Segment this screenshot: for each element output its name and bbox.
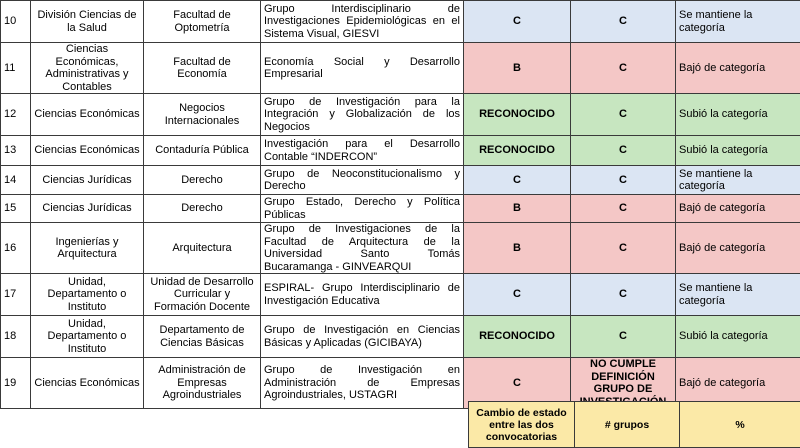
summary-percent-header: % [680,402,800,448]
program-cell: Unidad de Desarrollo Curricular y Formación Docente [144,274,261,316]
table-row [1,195,800,223]
row-number: 16 [1,223,31,274]
row-number: 14 [1,166,31,195]
status-cell: Bajó de categoría [676,43,800,94]
row-number: 17 [1,274,31,316]
table-row [1,1,800,43]
row-number: 10 [1,1,31,43]
table-row [1,316,800,358]
current-category-cell: C [571,43,676,94]
faculty-cell: Ciencias Económicas, Administrativas y Contables [31,43,144,94]
faculty-cell: Ingenierías y Arquitectura [31,223,144,274]
table-row [1,166,800,195]
status-cell: Subió la categoría [676,316,800,358]
previous-category-cell: C [464,274,571,316]
program-cell: Facultad de Economía [144,43,261,94]
current-category-cell: C [571,223,676,274]
previous-category-cell: C [464,358,571,409]
previous-category-cell: C [464,166,571,195]
faculty-cell: Ciencias Económicas [31,358,144,409]
faculty-cell: Ciencias Jurídicas [31,195,144,223]
program-cell: Contaduría Pública [144,136,261,166]
summary-status-change-header: Cambio de estado entre las dos convocatorias [469,402,575,448]
table-row [1,94,800,136]
previous-category-cell: RECONOCIDO [464,94,571,136]
row-number: 11 [1,43,31,94]
previous-category-cell: B [464,223,571,274]
row-number: 12 [1,94,31,136]
previous-category-cell: B [464,195,571,223]
faculty-cell: Ciencias Económicas [31,94,144,136]
current-category-cell: C [571,195,676,223]
previous-category-cell: B [464,43,571,94]
status-cell: Bajó de categoría [676,358,800,409]
summary-header-row [469,402,800,448]
current-category-cell: C [571,94,676,136]
previous-category-cell: RECONOCIDO [464,316,571,358]
program-cell: Derecho [144,195,261,223]
group-name-cell: Grupo Interdisciplinario de Investigaciones Epidemiológicas en el Sistema Visual, GIESVI [261,1,464,43]
previous-category-cell: RECONOCIDO [464,136,571,166]
faculty-cell: Unidad, Departamento o Instituto [31,316,144,358]
status-cell: Bajó de categoría [676,223,800,274]
status-cell: Bajó de categoría [676,195,800,223]
faculty-cell: Ciencias Jurídicas [31,166,144,195]
group-name-cell: Economía Social y Desarrollo Empresarial [261,43,464,94]
group-name-cell: Grupo de Investigación en Ciencias Básicas y Aplicadas (GICIBAYA) [261,316,464,358]
group-name-cell: Grupo de Investigaciones de la Facultad de Arquitectura de la Universidad Santo Tomás Bucaramanga - GINVEARQUI [261,223,464,274]
row-number: 18 [1,316,31,358]
current-category-cell: C [571,274,676,316]
summary-group-count-header: # grupos [575,402,680,448]
group-name-cell: Grupo de Investigación para la Integración y Globalización de los Negocios [261,94,464,136]
row-number: 15 [1,195,31,223]
status-cell: Se mantiene la categoría [676,166,800,195]
program-cell: Derecho [144,166,261,195]
group-name-cell: Investigación para el Desarrollo Contable “INDERCON” [261,136,464,166]
program-cell: Administración de Empresas Agroindustriales [144,358,261,409]
faculty-cell: División Ciencias de la Salud [31,1,144,43]
group-name-cell: Grupo de Neoconstitucionalismo y Derecho [261,166,464,195]
table-row [1,43,800,94]
table-row [1,274,800,316]
program-cell: Facultad de Optometría [144,1,261,43]
row-number: 13 [1,136,31,166]
status-cell: Se mantiene la categoría [676,1,800,43]
current-category-cell: NO CUMPLE DEFINICIÓN GRUPO DE [571,358,676,409]
status-cell: Subió la categoría [676,136,800,166]
previous-category-cell: C [464,1,571,43]
program-cell: Negocios Internacionales [144,94,261,136]
table-row [1,136,800,166]
current-category-cell: C [571,316,676,358]
current-category-cell: C [571,136,676,166]
faculty-cell: Ciencias Económicas [31,136,144,166]
group-name-cell: ESPIRAL- Grupo Interdisciplinario de Investigación Educativa [261,274,464,316]
summary-table [468,401,800,448]
program-cell: Departamento de Ciencias Básicas [144,316,261,358]
current-category-cell: C [571,1,676,43]
status-cell: Subió la categoría [676,94,800,136]
current-category-cell: C [571,166,676,195]
table-row [1,223,800,274]
row-number: 19 [1,358,31,409]
status-cell: Se mantiene la categoría [676,274,800,316]
group-name-cell: Grupo de Investigación en Administración de Empresas Agroindustriales, USTAGRI [261,358,464,409]
program-cell: Arquitectura [144,223,261,274]
groups-table-body [1,1,800,409]
group-name-cell: Grupo Estado, Derecho y Política Públicas [261,195,464,223]
faculty-cell: Unidad, Departamento o Instituto [31,274,144,316]
